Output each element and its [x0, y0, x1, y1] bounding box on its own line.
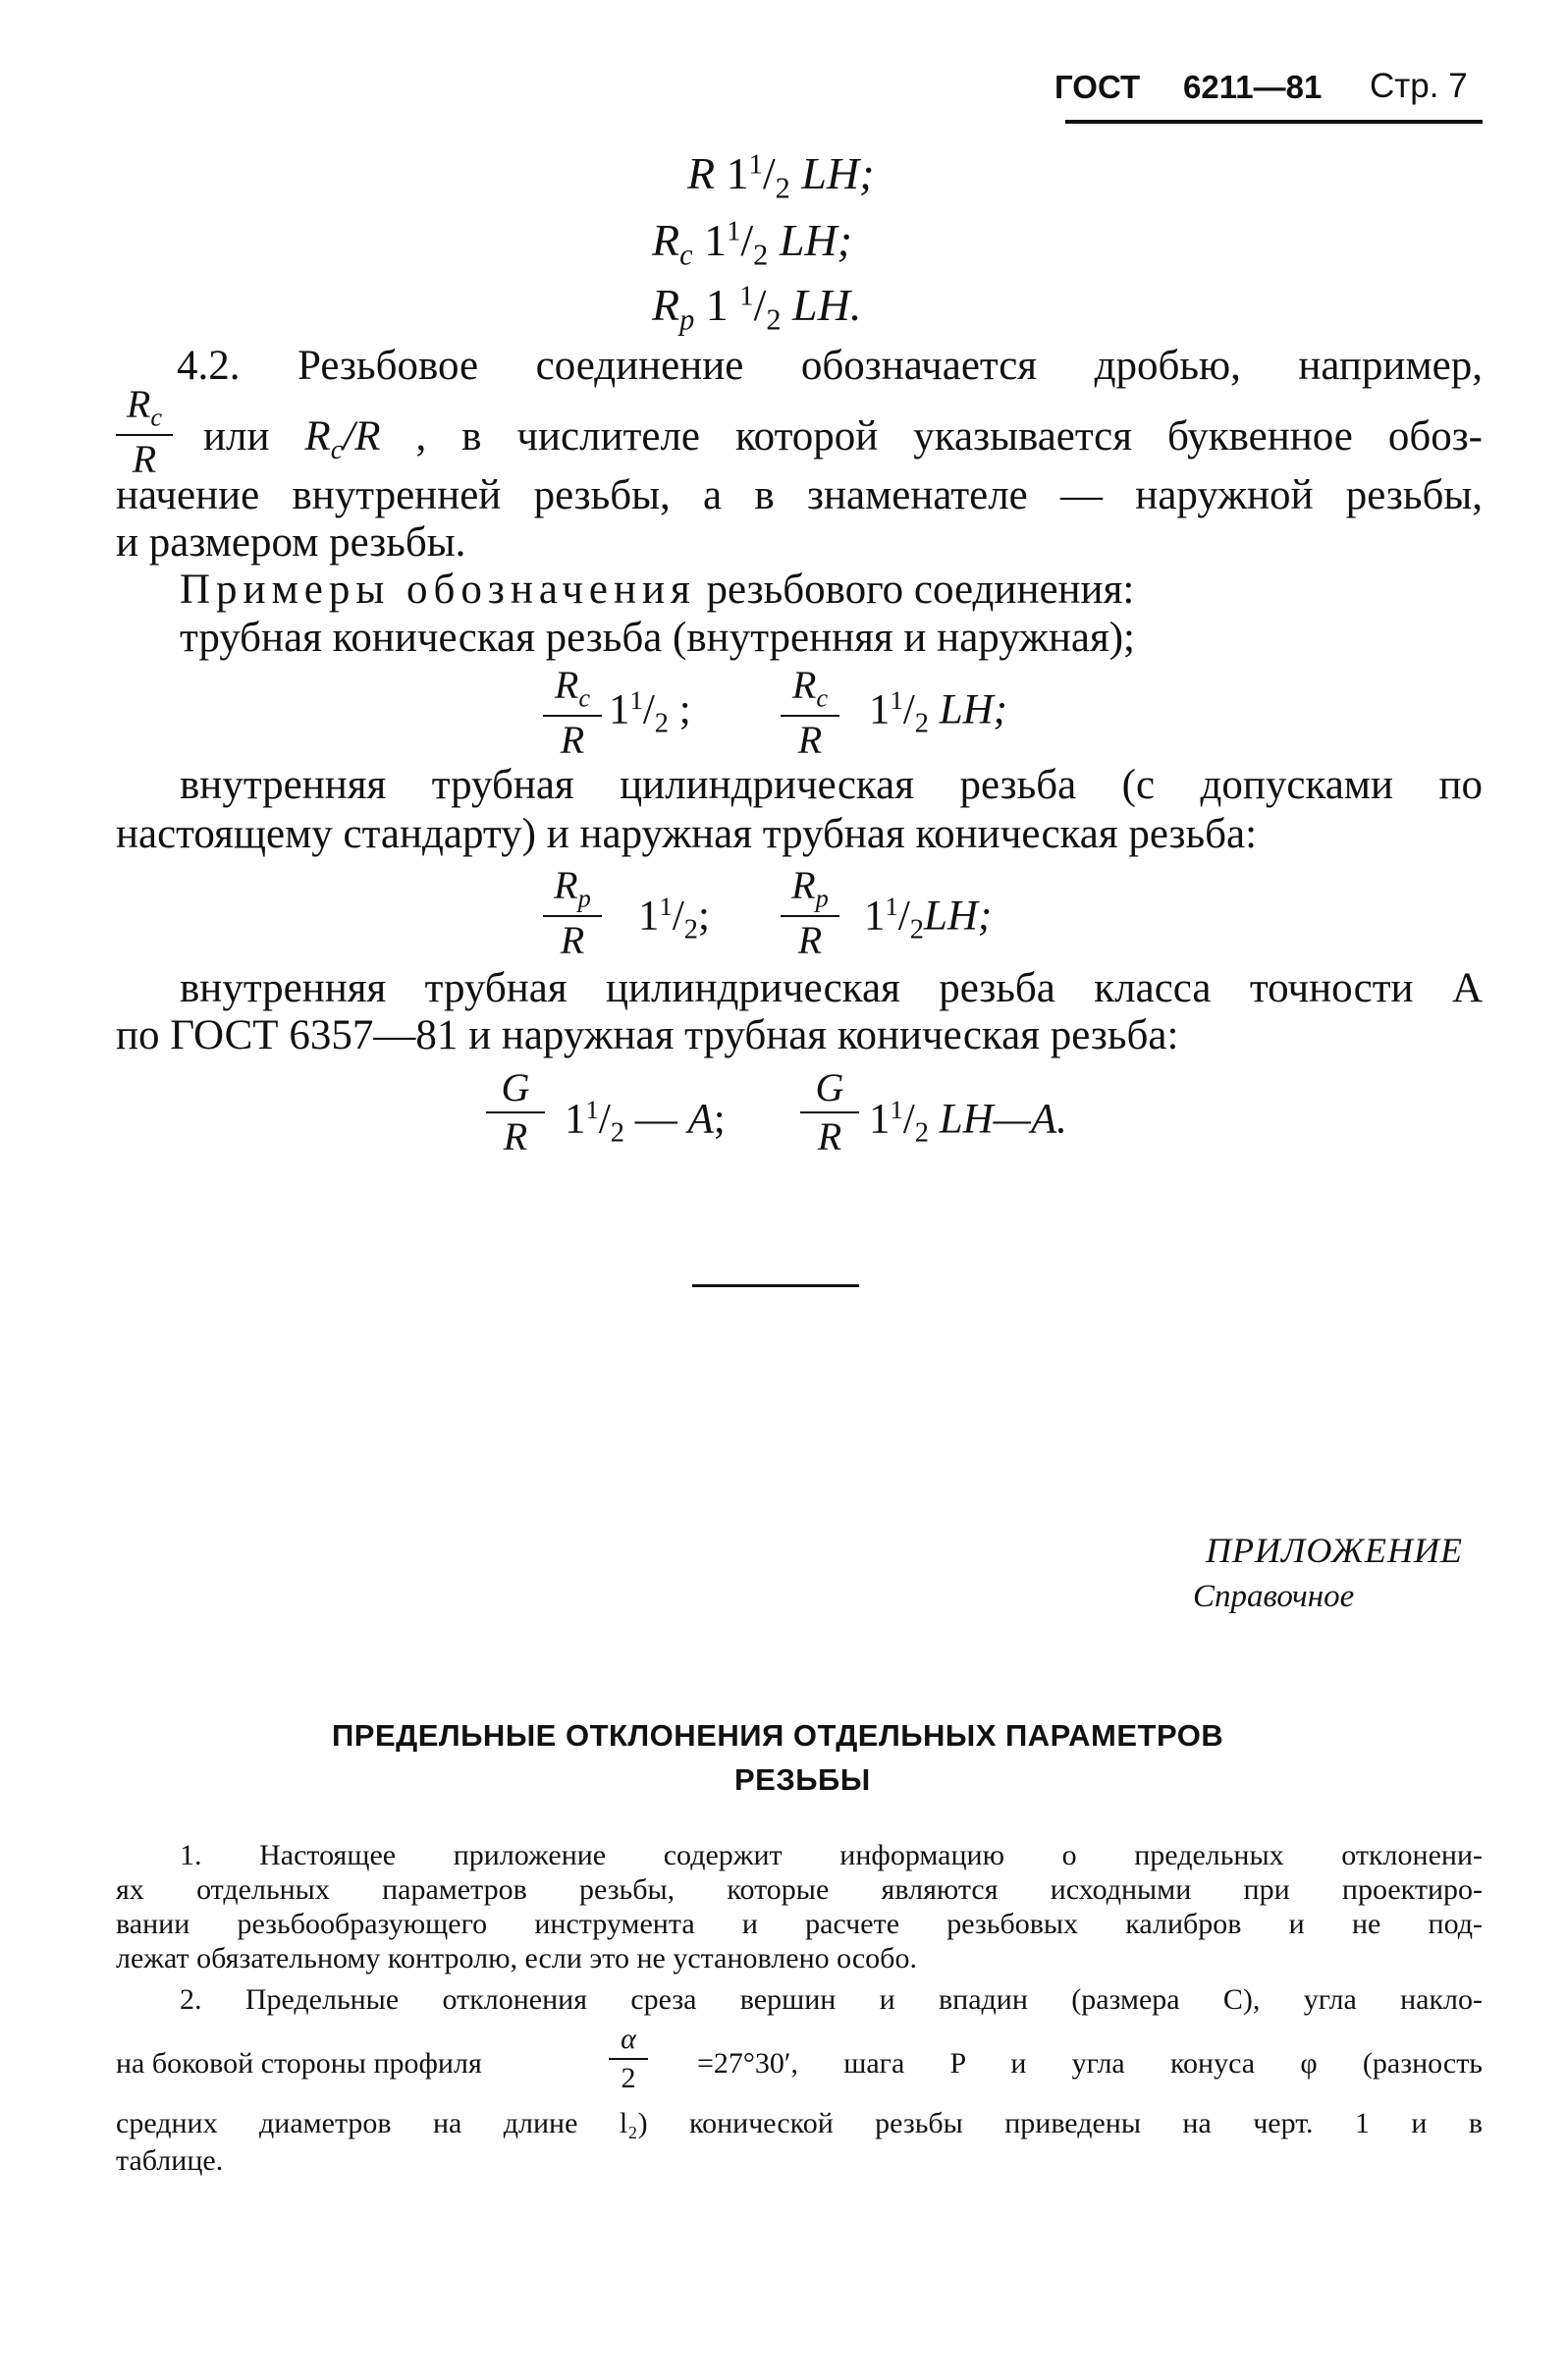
example3-text-1: $1^1/_2$ — A; [565, 1095, 726, 1149]
header-number: 6211—81 [1183, 69, 1323, 105]
example3-label-line1: внутренняя трубная цилиндрическая резьба класса точности А [180, 965, 1483, 1011]
example2-label-line2: настоящему стандарту) и наружная трубная коническая резьба: [116, 811, 1258, 857]
section-4-2-line2: или $R_c/R$ , в числителе которой указывается буквенное обоз- [203, 413, 1483, 466]
example2-fraction-1: $R_p$ R [543, 866, 602, 960]
paragraph2-line3: средних диаметров на длине l₂) конической резьбы приведены на черт. 1 и в [116, 2107, 1483, 2139]
example3-fraction-1: G R [486, 1068, 545, 1157]
paragraph2-line2-start: на боковой стороны профиля [116, 2047, 482, 2080]
header-rule [1065, 120, 1483, 124]
formula-rp: $R_p$ 1 $^1/_2$ LH. [652, 280, 862, 337]
section-4-2-line3: начение внутренней резьбы, а в знаменателе — наружной резьбы, [116, 472, 1483, 518]
appendix-title-line2: РЕЗЬБЫ [734, 1762, 871, 1797]
examples-heading: Примеры обозначения резьбового соединения: [180, 567, 1135, 613]
example1-fraction-1: $R_c$ R [543, 666, 602, 760]
appendix-title-line1: ПРЕДЕЛЬНЫЕ ОТКЛОНЕНИЯ ОТДЕЛЬНЫХ ПАРАМЕТРОВ [332, 1718, 1224, 1753]
example1-label: трубная коническая резьба (внутренняя и наружная); [180, 615, 1136, 661]
appendix-type: Справочное [1193, 1579, 1355, 1614]
example2-label-line1: внутренняя трубная цилиндрическая резьба (с допусками по [180, 762, 1483, 808]
section-separator [692, 1284, 859, 1287]
paragraph2-line1: 2. Предельные отклонения среза вершин и впадин (размера C), угла накло- [180, 1983, 1483, 2016]
paragraph1-line3: вании резьбообразующего инструмента и расчете резьбовых калибров и не под- [116, 1908, 1483, 1940]
section-4-2-line4: и размером резьбы. [116, 519, 466, 566]
paragraph1-line2: ях отдельных параметров резьбы, которые являются исходными при проектиро- [116, 1873, 1483, 1906]
formula-rc: $R_c$ $1^1/_2$ LH; [652, 215, 852, 272]
example2-text-2: $1^1/_2LH$; [864, 892, 993, 946]
inline-fraction-rc-r: $R_c$ R [116, 385, 173, 479]
example2-text-1: $1^1/_2$; [638, 892, 710, 946]
example3-fraction-2: G R [800, 1068, 859, 1157]
section-4-2-line1: 4.2. Резьбовое соединение обозначается дробью, например, [177, 343, 1483, 389]
formula-r: R $1^1/_2$ LH; [687, 148, 875, 205]
paragraph1-line1: 1. Настоящее приложение содержит информацию о предельных отклонени- [180, 1839, 1483, 1871]
alpha-over-two-fraction: α 2 [609, 2025, 648, 2093]
header-page: Стр. 7 [1370, 67, 1468, 105]
example2-fraction-2: $R_p$ R [781, 866, 839, 960]
example1-text-1: $1^1/_2$ ; [609, 685, 691, 739]
appendix-label: ПРИЛОЖЕНИЕ [1206, 1531, 1463, 1570]
example3-text-2: $1^1/_2$ LH—A. [869, 1095, 1067, 1149]
example1-fraction-2: $R_c$ R [781, 666, 839, 760]
example1-text-2: $1^1/_2$ LH; [869, 685, 1008, 739]
example3-label-line2: по ГОСТ 6357—81 и наружная трубная коническая резьба: [116, 1012, 1179, 1058]
paragraph2-line2-end: =27°30′, шага P и угла конуса φ (разность [697, 2047, 1483, 2080]
paragraph1-line4: лежат обязательному контролю, если это не установлено особо. [116, 1942, 917, 1974]
paragraph2-line4: таблице. [116, 2144, 224, 2177]
header-standard: ГОСТ [1054, 69, 1141, 105]
